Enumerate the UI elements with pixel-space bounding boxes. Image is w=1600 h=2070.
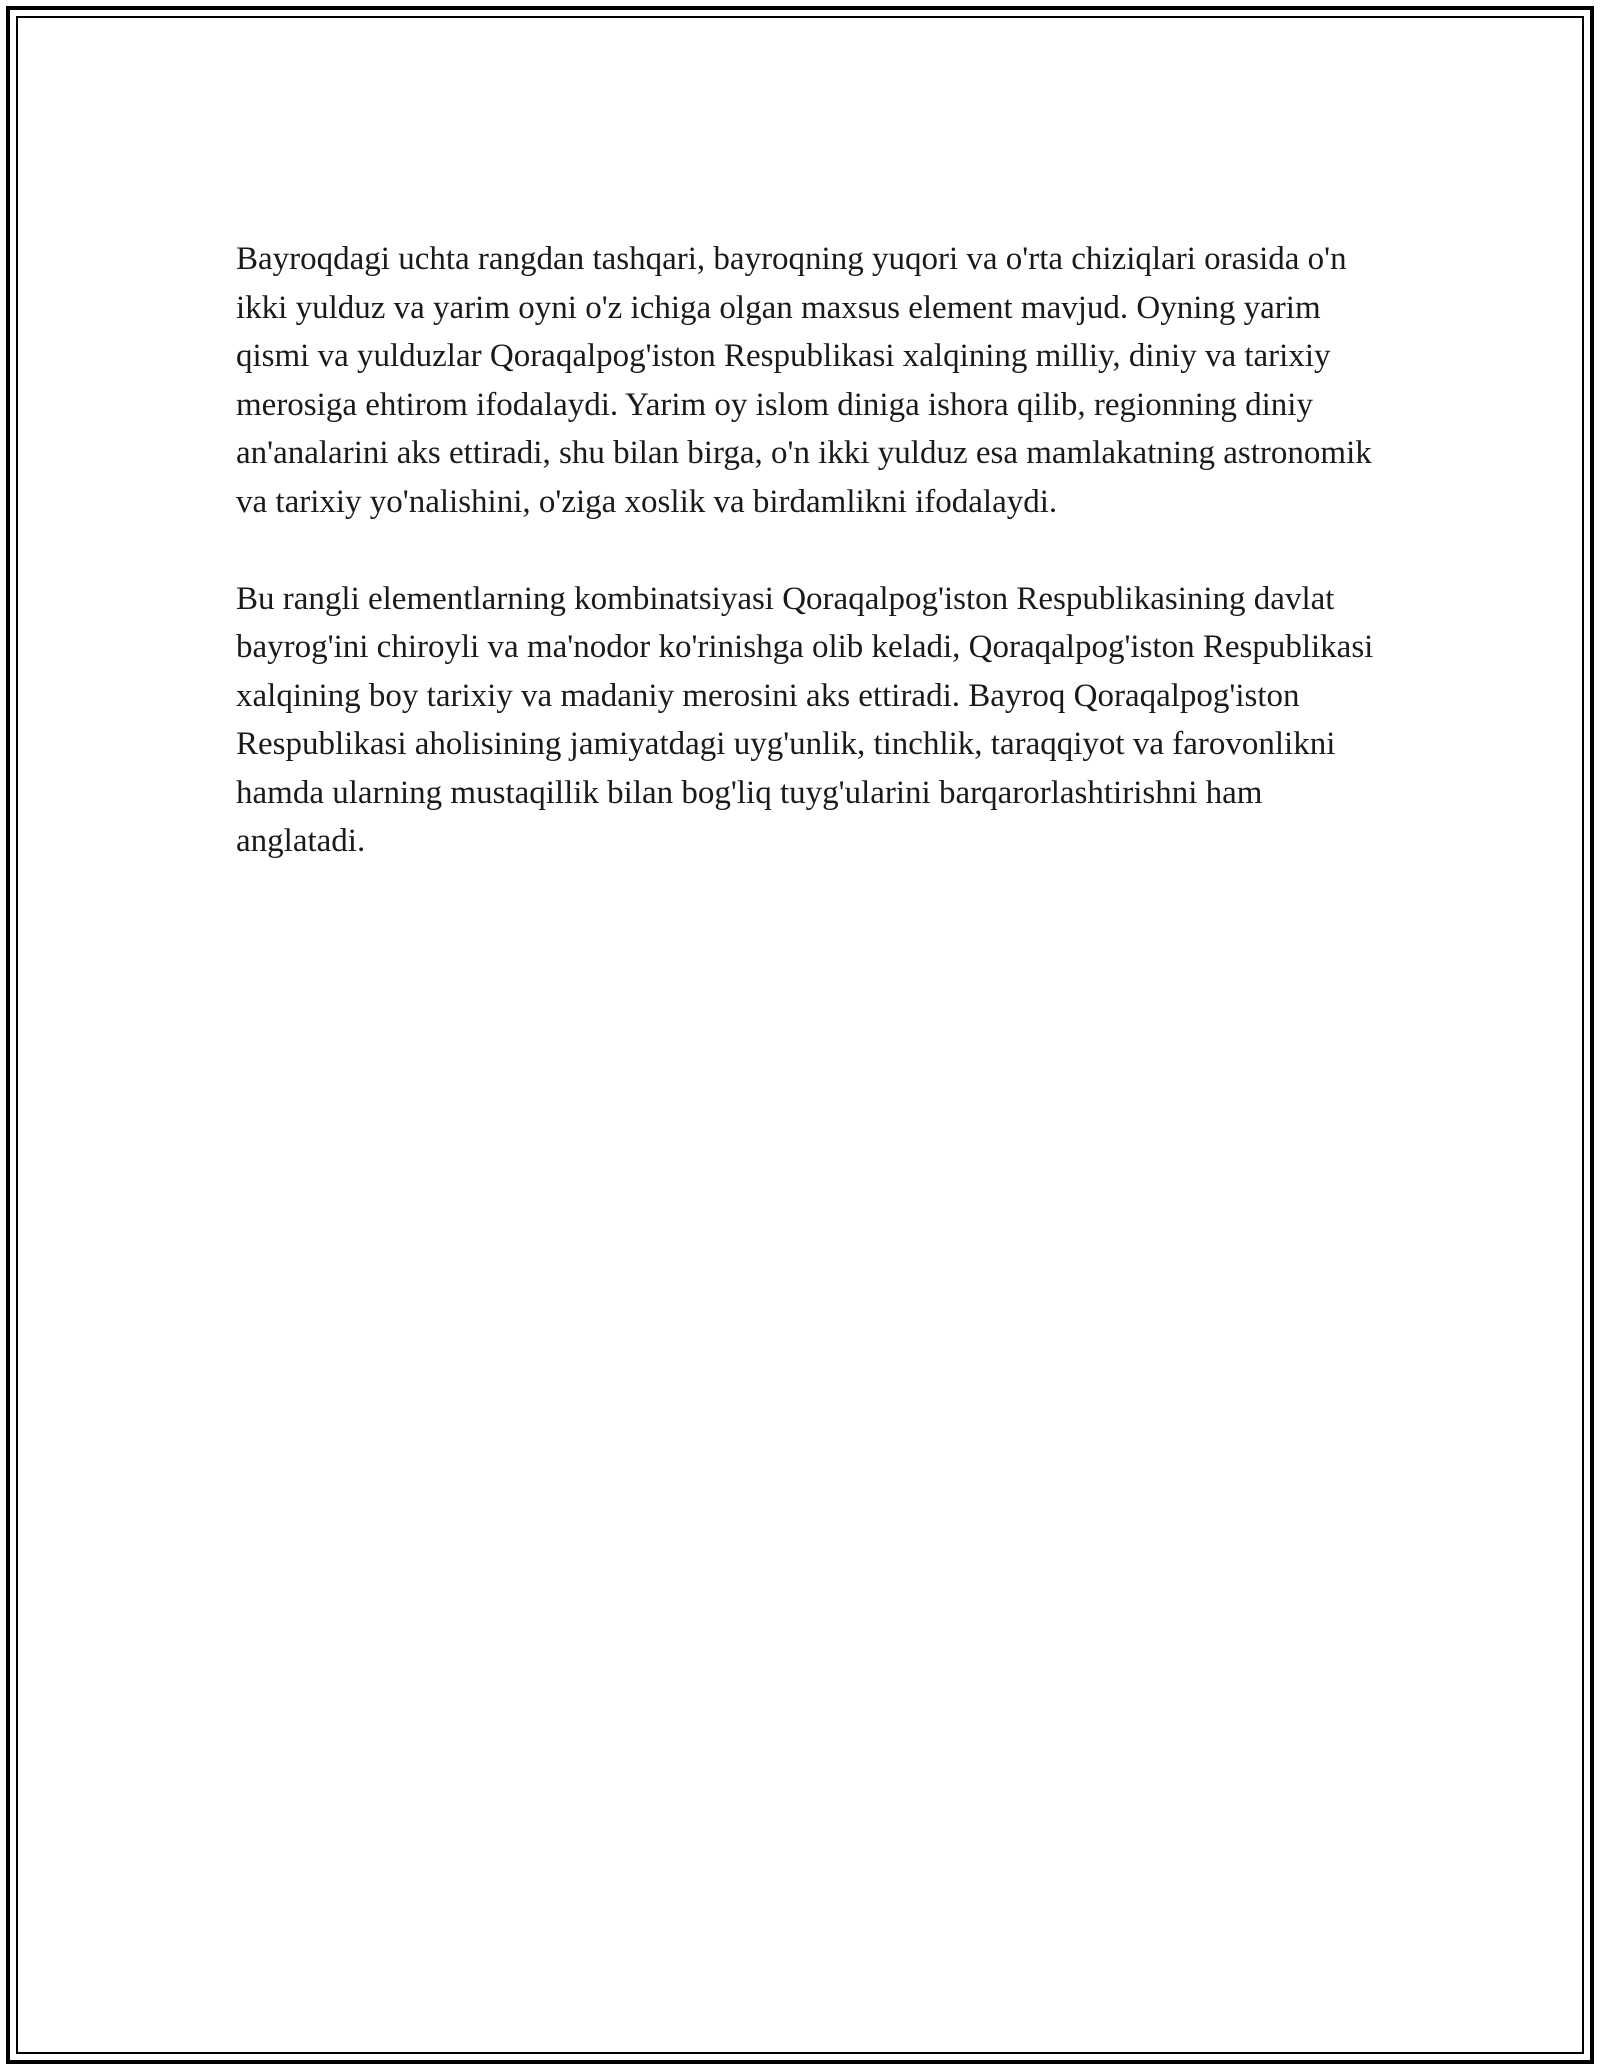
paragraph-flag-meaning: Bu rangli elementlarning kombinatsiyasi Qoraqalpog'iston Respublikasining davlat bayrog'ini chiroyli va ma'nodor ko'rinishga olib keladi, Qoraqalpog'iston Respublikasi xalqining boy tarixiy va madaniy merosini aks ettiradi. Bayroq Qoraqalpog'iston Respublikasi aholisining jamiyatdagi uyg'unlik, tinchlik, taraqqiyot va farovonlikni hamda ularning mustaqillik bilan bog'liq tuyg'ularini barqarorlashtirishni ham anglatadi.: [236, 580, 1374, 859]
paragraph-flag-symbols: Bayroqdagi uchta rangdan tashqari, bayroqning yuqori va o'rta chiziqlari orasida o'n ikki yulduz va yarim oyni o'z ichiga olgan maxsus element mavjud. Oyning yarim qismi va yulduzlar Qoraqalpog'iston Respublikasi xalqining milliy, diniy va tarixiy merosiga ehtirom ifodalaydi. Yarim oy islom diniga ishora qilib, regionning diniy an'analarini aks ettiradi, shu bilan birga, o'n ikki yulduz esa mamlakatning astronomik va tarixiy yo'nalishini, o'ziga xoslik va birdamlikni ifodalaydi.: [236, 241, 1372, 520]
document-body: [236, 235, 1376, 866]
